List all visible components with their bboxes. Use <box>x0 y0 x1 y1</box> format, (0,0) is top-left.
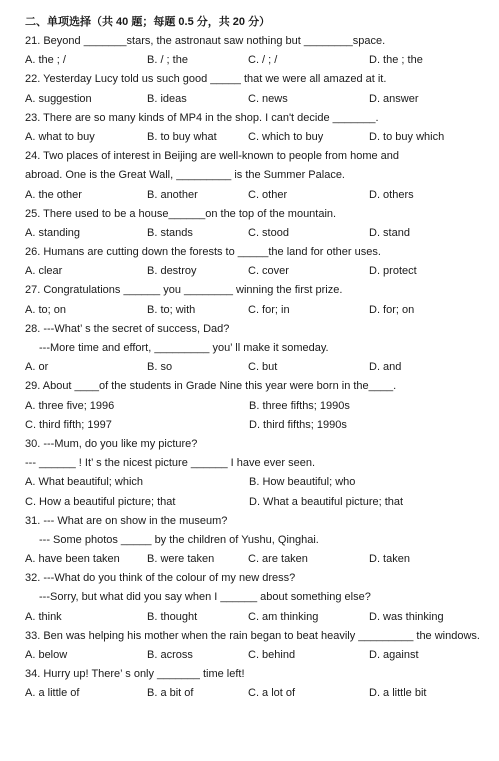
option-b: B. another <box>147 188 198 201</box>
options-29-row1 <box>25 397 481 416</box>
question-28-reply: ---More time and effort, _________ you’ ll make it someday. <box>39 342 329 354</box>
question-31: 31. --- What are on show in the museum? <box>25 514 228 527</box>
options-34 <box>25 684 481 703</box>
question-32-reply: ---Sorry, but what did you say when I ______ about something else? <box>39 591 371 604</box>
option-b: B. across <box>147 649 193 662</box>
options-25 <box>25 224 481 243</box>
option-a: A. or <box>25 361 49 374</box>
options-24 <box>25 186 481 205</box>
option-b: B. destroy <box>147 265 197 278</box>
option-b: B. stands <box>147 226 193 239</box>
question-33: 33. Ben was helping his mother when the rain began to beat heavily _________ the windows. <box>25 629 480 642</box>
option-c: C. news <box>248 92 288 105</box>
option-d: D. was thinking <box>369 610 444 623</box>
option-d: D. protect <box>369 265 417 278</box>
question-31-reply: --- Some photos _____ by the children of Yushu, Qinghai. <box>39 533 319 546</box>
options-21 <box>25 51 481 70</box>
option-a: A. three five; 1996 <box>25 399 115 412</box>
option-b: B. to buy what <box>147 130 217 143</box>
question-30: 30. ---Mum, do you like my picture? <box>25 437 198 450</box>
question-21: 21. Beyond _______stars, the astronaut saw nothing but ________space. <box>25 35 386 47</box>
option-a: A. to; on <box>25 303 66 316</box>
question-23: 23. There are so many kinds of MP4 in the shop. I can't decide _______. <box>25 111 379 124</box>
option-b: B. a bit of <box>147 687 194 700</box>
options-30-row2 <box>25 493 481 512</box>
option-a: A. think <box>25 610 62 623</box>
options-33 <box>25 646 481 665</box>
option-b: B. ideas <box>147 92 187 105</box>
option-d: D. the ; the <box>369 54 423 67</box>
option-c: C. which to buy <box>248 130 324 143</box>
question-34: 34. Hurry up! There’ s only _______ time left! <box>25 668 245 681</box>
option-c: C. third fifth; 1997 <box>25 418 112 431</box>
option-b: B. were taken <box>147 553 215 566</box>
option-b: B. How beautiful; who <box>249 476 356 489</box>
option-c: C. are taken <box>248 553 308 566</box>
option-b: B. to; with <box>147 303 196 316</box>
option-a: A. have been taken <box>25 553 120 566</box>
option-a: A. below <box>25 649 68 662</box>
option-c: C. / ; / <box>248 54 278 67</box>
question-29: 29. About ____of the students in Grade Nine this year were born in the____. <box>25 380 397 393</box>
option-d: D. for; on <box>369 303 415 316</box>
options-28 <box>25 358 481 377</box>
option-b: B. thought <box>147 610 198 623</box>
section-heading: 二、单项选择（共 40 题；每题 0.5 分，共 20 分） <box>25 16 271 28</box>
options-22 <box>25 90 481 109</box>
option-a: A. standing <box>25 226 81 239</box>
option-a: A. the ; / <box>25 54 66 67</box>
option-a: A. What beautiful; which <box>25 476 144 489</box>
question-24: 24. Two places of interest in Beijing are well-known to people from home and <box>25 150 400 163</box>
option-c: C. behind <box>248 649 296 662</box>
option-d: D. What a beautiful picture; that <box>249 495 404 508</box>
option-a: A. a little of <box>25 687 80 700</box>
option-c: C. a lot of <box>248 687 296 700</box>
options-23 <box>25 128 481 147</box>
question-30-reply: --- ______ ! It’ s the nicest picture ______ I have ever seen. <box>25 457 316 470</box>
option-d: D. third fifths; 1990s <box>249 418 347 431</box>
options-29-row2 <box>25 416 481 435</box>
option-b: B. three fifths; 1990s <box>249 399 350 412</box>
option-c: C. am thinking <box>248 610 319 623</box>
option-a: A. what to buy <box>25 130 95 143</box>
option-d: D. stand <box>369 226 410 239</box>
option-d: D. answer <box>369 92 419 105</box>
question-32: 32. ---What do you think of the colour of my new dress? <box>25 572 296 585</box>
option-a: A. the other <box>25 188 82 201</box>
option-d: D. and <box>369 361 402 374</box>
options-27 <box>25 301 481 320</box>
question-26: 26. Humans are cutting down the forests to _____the land for other uses. <box>25 246 381 259</box>
option-b: B. so <box>147 361 173 374</box>
question-27: 27. Congratulations ______ you ________ winning the first prize. <box>25 284 343 297</box>
option-c: C. How a beautiful picture; that <box>25 495 176 508</box>
options-31 <box>25 550 481 569</box>
question-28: 28. ---What’ s the secret of success, Dad? <box>25 322 230 335</box>
option-b: B. / ; the <box>147 54 188 67</box>
option-d: D. to buy which <box>369 130 445 143</box>
options-30-row1 <box>25 473 481 492</box>
option-c: C. stood <box>248 226 289 239</box>
options-26 <box>25 262 481 281</box>
option-d: D. others <box>369 188 414 201</box>
option-d: D. taken <box>369 553 410 566</box>
option-a: A. suggestion <box>25 92 92 105</box>
option-d: D. against <box>369 649 419 662</box>
option-c: C. other <box>248 188 288 201</box>
option-c: C. for; in <box>248 303 290 316</box>
question-24-cont: abroad. One is the Great Wall, _________ is the Summer Palace. <box>25 169 345 182</box>
option-c: C. cover <box>248 265 289 278</box>
question-22: 22. Yesterday Lucy told us such good _____ that we were all amazed at it. <box>25 73 387 86</box>
options-32 <box>25 608 481 627</box>
option-a: A. clear <box>25 265 63 278</box>
option-c: C. but <box>248 361 278 374</box>
option-d: D. a little bit <box>369 687 427 700</box>
question-25: 25. There used to be a house______on the top of the mountain. <box>25 207 337 220</box>
